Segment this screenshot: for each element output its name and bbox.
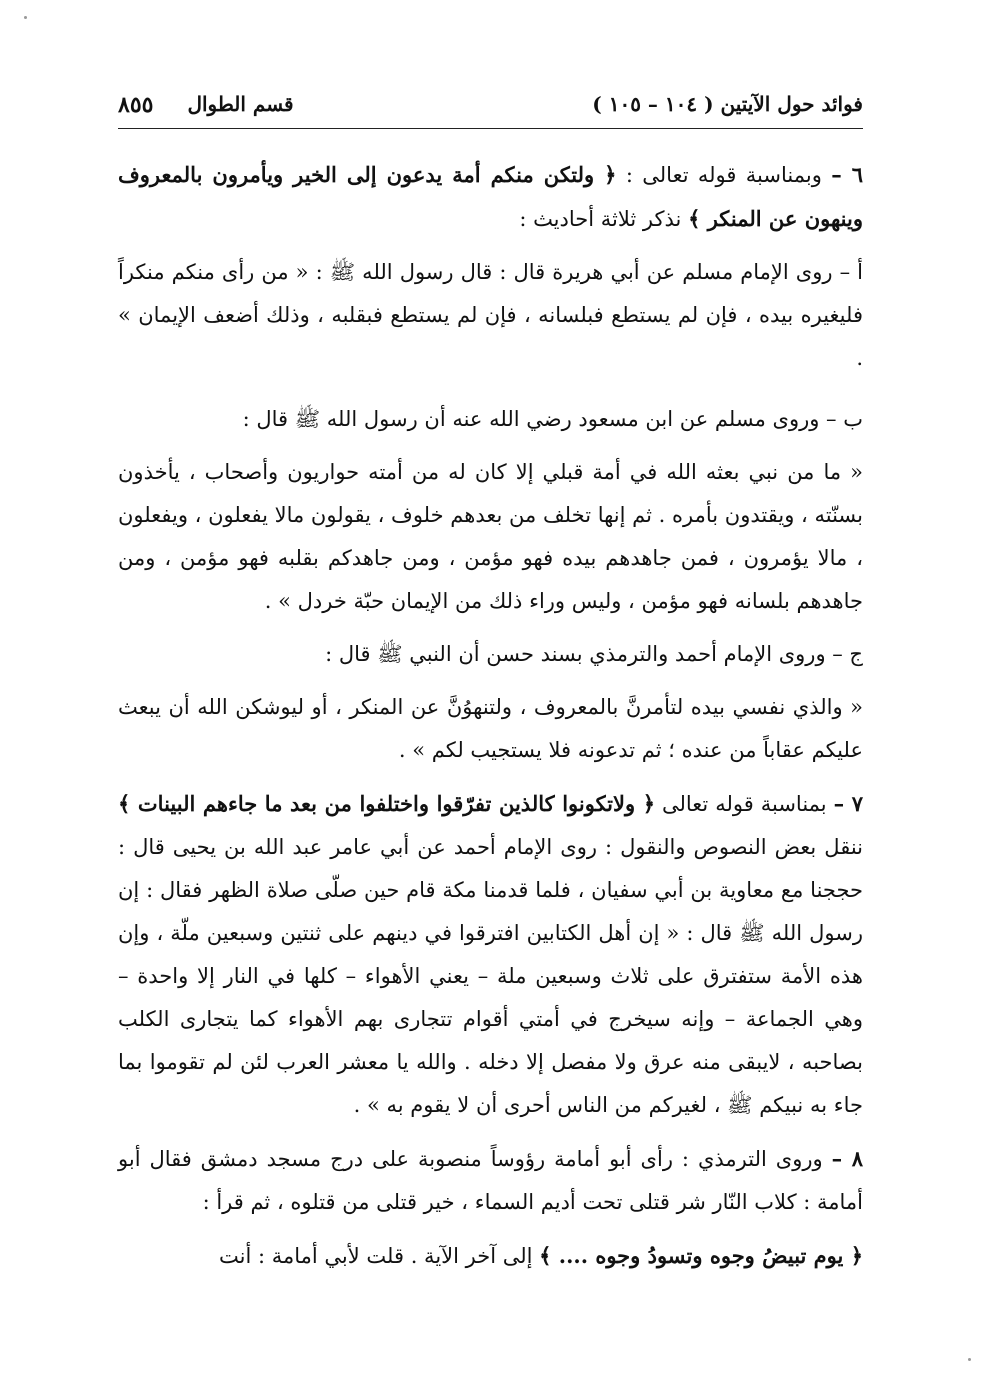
hadith-c-text: « والذي نفسي بيده لتأمرنَّ بالمعروف ، ولتنهوُنَّ عن المنكر ، أو ليوشكن الله أن يبعث عليكم عقاباً من عنده ؛ ثم تدعونه فلا يستجيب لكم » .: [118, 695, 863, 762]
hadith-a: أ – روى الإمام مسلم عن أبي هريرة قال : قال رسول الله ﷺ : « من رأى منكم منكراً فليغيره بيده ، فإن لم يستطع فبلسانه ، فإن لم يستطع فبقلبه ، وذلك أضعف الإيمان » .: [118, 260, 863, 370]
paragraph-7: [118, 782, 863, 1127]
scan-speck: [968, 1358, 971, 1361]
item-number: ٨ –: [831, 1146, 864, 1171]
hadith-b-text: « ما من نبي بعثه الله في أمة قبلي إلا كان له من أمته حواريون وأصحاب ، يأخذون بسنّته ، ويقتدون بأمره . ثم إنها تخلف من بعدهم خلوف ، يقولون مالا يفعلون ، ويفعلون ، مالا يؤمرون ، فمن جاهدهم بيده فهو مؤمن ، ومن جاهدكم بقلبه فهو مؤمن ، ومن جاهدهم بلسانه فهو مؤمن ، وليس وراء ذلك من الإيمان حبّة خردل » .: [118, 460, 863, 613]
section-title: قسم الطوال: [187, 92, 294, 116]
header-left: [118, 92, 294, 118]
paragraph-text: وروى الترمذي : رأى أبو أمامة رؤوساً منصوبة على درج مسجد دمشق فقال أبو أمامة : كلاب النّار شر قتلى تحت أديم السماء ، خير قتلى من قتلوه ، ثم قرأ :: [118, 1147, 863, 1214]
quran-verse: ﴿ ولاتكونوا كالذين تفرّقوا واختلفوا من بعد ما جاءهم البينات ﴾: [118, 791, 656, 816]
quran-verse: ﴿ ولتكن منكم أمة يدعون إلى الخير ويأمرون بالمعروف وينهون عن المنكر ﴾: [118, 162, 863, 231]
paragraph-9: [118, 1234, 863, 1278]
page-header: [118, 92, 863, 129]
scan-speck: [24, 16, 27, 19]
tail-text: ننقل بعض النصوص والنقول : روى الإمام أحمد عن أبي عامر عبد الله بن يحيى قال : حججنا مع معاوية بن أبي سفيان ، فلما قدمنا مكة قام حين صلّى صلاة الظهر فقال : إن رسول الله ﷺ قال : « إن أهل الكتابين افترقوا في دينهم على ثنتين وسبعين ملّة ، وإن هذه الأمة ستفترق على ثلاث وسبعين ملة – يعني الأهواء – كلها في النار إلا واحدة – وهي الجماعة – وإنه سيخرج في أمتي أقوام تتجارى بهم الأهواء كما يتجارى الكلب بصاحبه ، لايبقى منه عرق ولا مفصل إلا دخله . والله يا معشر العرب لئن لم تقوموا بما جاء به نبيكم ﷺ ، لغيركم من الناس أحرى أن لا يقوم به » .: [118, 835, 863, 1117]
item-number: ٦ –: [831, 162, 863, 187]
hadith-b-intro: ب – وروى مسلم عن ابن مسعود رضي الله عنه أن رسول الله ﷺ قال :: [242, 407, 863, 431]
lead-text: وبمناسبة قوله تعالى :: [625, 163, 822, 187]
tail-text: إلى آخر الآية . قلت لأبي أمامة : أنت: [219, 1244, 533, 1268]
paragraph-8: [118, 1137, 863, 1224]
page-number: ٨٥٥: [118, 92, 154, 118]
book-page: [118, 92, 863, 1288]
paragraph-6: [118, 153, 863, 241]
quran-verse: ﴿ يوم تبيضُ وجوه وتسودُ وجوه .... ﴾: [539, 1243, 863, 1268]
running-title: فوائد حول الآيتين ( ١٠٤ – ١٠٥ ): [592, 92, 863, 116]
lead-text: بمناسبة قوله تعالى: [662, 792, 827, 816]
hadith-c-intro: ج – وروى الإمام أحمد والترمذي بسند حسن أن النبي ﷺ قال :: [325, 642, 863, 666]
tail-text: نذكر ثلاثة أحاديث :: [519, 207, 682, 231]
item-number: ٧ –: [833, 791, 863, 816]
